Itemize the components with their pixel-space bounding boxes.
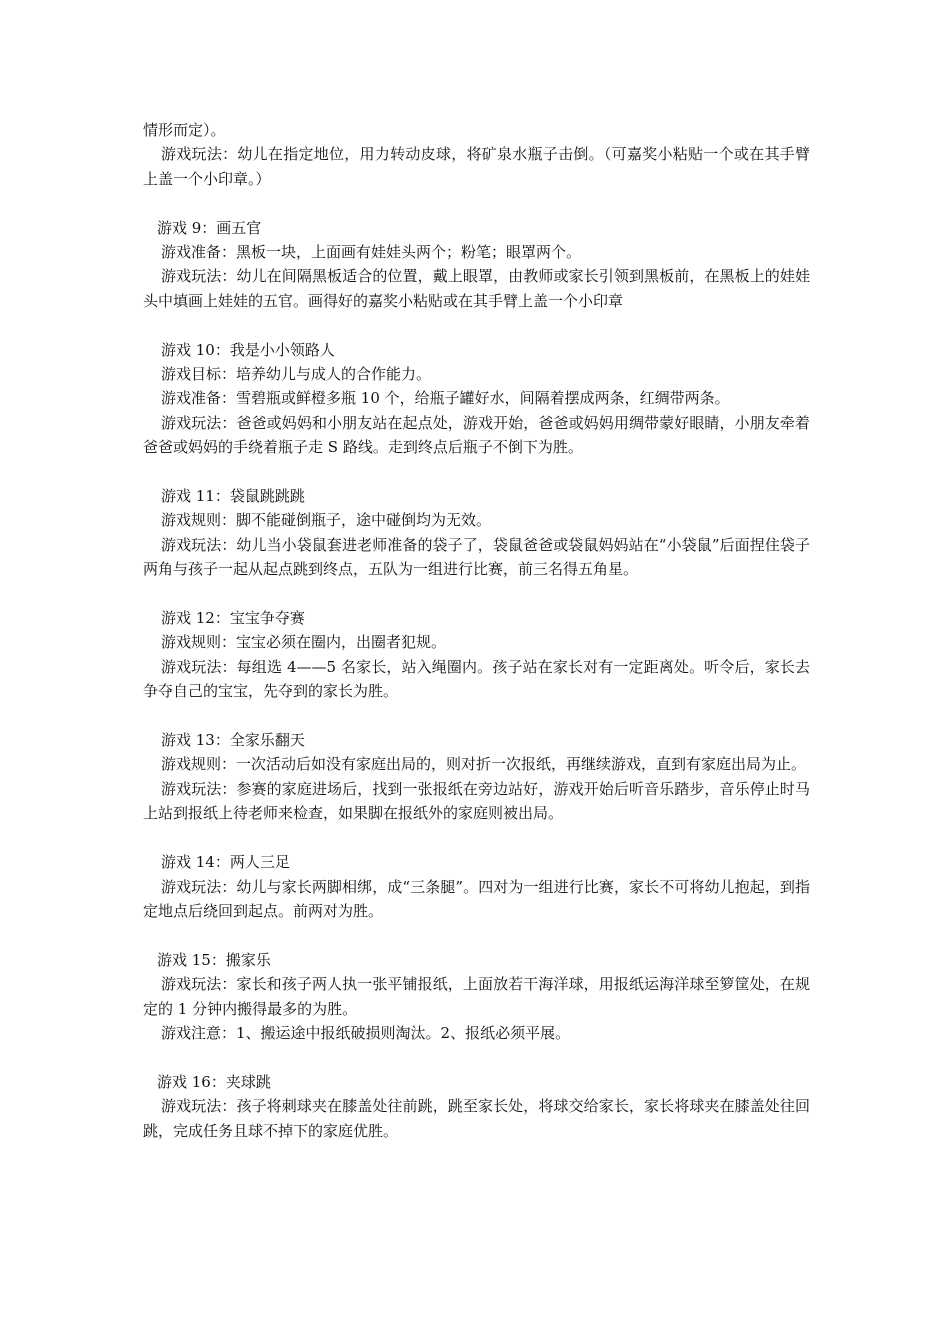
game-15-title: 游戏 15：搬家乐 (157, 950, 271, 969)
game-10-goal: 游戏目标：培养幼儿与成人的合作能力。 (161, 365, 432, 384)
game-10-title: 游戏 10：我是小小领路人 (161, 340, 335, 359)
spacer (143, 923, 810, 947)
game-12-rules: 游戏规则：宝宝必须在圈内，出圈者犯规。 (161, 633, 447, 652)
game-16-title: 游戏 16：夹球跳 (157, 1072, 271, 1091)
game-12-title: 游戏 12：宝宝争夺赛 (161, 609, 305, 628)
spacer (143, 191, 810, 215)
spacer (143, 1045, 810, 1069)
game-13-title: 游戏 13：全家乐翻天 (161, 731, 305, 750)
game-16-play: 游戏玩法：孩子将刺球夹在膝盖处往前跳，跳至家长处，将球交给家长，家长将球夹在膝盖处往回跳，完成任务且球不掉下的家庭优胜。 (143, 1097, 810, 1140)
game-9-prep: 游戏准备：黑板一块，上面画有娃娃头两个；粉笔；眼罩两个。 (161, 243, 582, 262)
game-8-play: 游戏玩法：幼儿在指定地位，用力转动皮球，将矿泉水瓶子击倒。（可嘉奖小粘贴一个或在其手臂上盖一个小印章。） (143, 145, 810, 188)
document-page (143, 118, 810, 1143)
game-11-play: 游戏玩法：幼儿当小袋鼠套进老师准备的袋子了，袋鼠爸爸或袋鼠妈妈站在“小袋鼠”后面捏住袋子两角与孩子一起从起点跳到终点，五队为一组进行比赛，前三名得五角星。 (143, 535, 810, 579)
game-11-title: 游戏 11：袋鼠跳跳跳 (161, 487, 305, 506)
game-14-play: 游戏玩法：幼儿与家长两脚相绑，成“三条腿”。四对为一组进行比赛，家长不可将幼儿抱起，到指定地点后绕回到起点。前两对为胜。 (143, 877, 810, 920)
game-14-title: 游戏 14：两人三足 (161, 853, 290, 872)
game-13-play: 游戏玩法：参赛的家庭进场后，找到一张报纸在旁边站好，游戏开始后听音乐踏步，音乐停止时马上站到报纸上待老师来检查，如果脚在报纸外的家庭则被出局。 (143, 779, 810, 823)
game-13-rules: 游戏规则：一次活动后如没有家庭出局的，则对折一次报纸，再继续游戏，直到有家庭出局为止。 (161, 755, 807, 774)
spacer (143, 704, 810, 728)
game-10-prep: 游戏准备：雪碧瓶或鲜橙多瓶 10 个，给瓶子罐好水，间隔着摆成两条，红绸带两条。 (161, 389, 730, 408)
game-9-play: 游戏玩法：幼儿在间隔黑板适合的位置，戴上眼罩，由教师或家长引领到黑板前，在黑板上的娃娃头中填画上娃娃的五官。画得好的嘉奖小粘贴或在其手臂上盖一个小印章 (143, 267, 810, 310)
game-11-rules: 游戏规则：脚不能碰倒瓶子，途中碰倒均为无效。 (161, 511, 492, 530)
game-15-play: 游戏玩法：家长和孩子两人执一张平铺报纸，上面放若干海洋球，用报纸运海洋球至箩筐处，在规定的 1 分钟内搬得最多的为胜。 (143, 975, 810, 1018)
spacer (143, 826, 810, 850)
game-9-title: 游戏 9：画五官 (157, 218, 262, 237)
paragraph-continuation: 情形而定）。 (143, 121, 226, 139)
game-15-notes: 游戏注意：1、搬运途中报纸破损则淘汰。2、报纸必须平展。 (161, 1023, 571, 1042)
spacer (143, 313, 810, 337)
spacer (143, 460, 810, 484)
spacer (143, 582, 810, 606)
game-10-play: 游戏玩法：爸爸或妈妈和小朋友站在起点处，游戏开始，爸爸或妈妈用绸带蒙好眼睛，小朋友牵着爸爸或妈妈的手绕着瓶子走 S 路线。走到终点后瓶子不倒下为胜。 (143, 413, 810, 457)
game-12-play: 游戏玩法：每组选 4——5 名家长，站入绳圈内。孩子站在家长对有一定距离处。听令后，家长去争夺自己的宝宝，先夺到的家长为胜。 (143, 657, 810, 701)
